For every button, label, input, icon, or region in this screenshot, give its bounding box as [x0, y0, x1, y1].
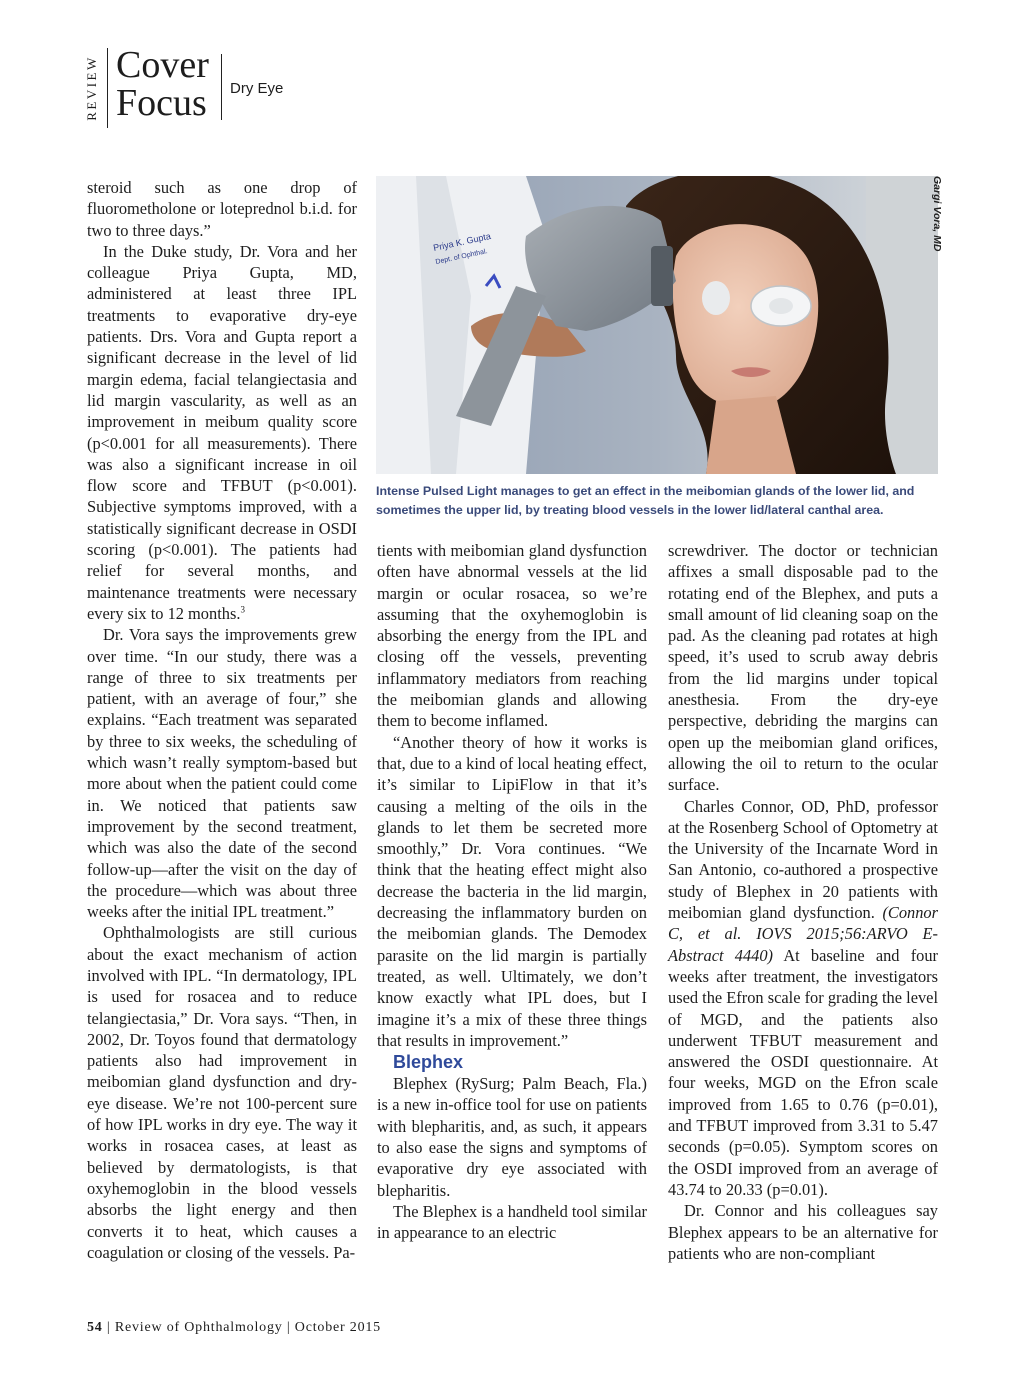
coat-embroidery-dept: Dept. of Ophthal. — [434, 248, 489, 266]
citation: (Connor C, et al. IOVS 2015;56:ARVO E-Abstract 4440) — [668, 903, 938, 965]
masthead-divider-2 — [221, 54, 222, 120]
photo-credit: Gargi Vora, MD — [931, 176, 943, 252]
paragraph: Ophthalmologists are still curious about the exact mechanism of action involved with IPL. “In dermatology, IPL is used for rosacea and to reduce telangiectasia,” Dr. Vora says. “Then, in 2002, Dr. Toyos found that dermatology patients also had improvement in meibomian gland dysfunction and dry-eye disease. We’re not 100-percent sure of how IPL works in dry eye. The way it works in rosacea cases, at least as believed by dermatologists, is that oxyhemoglobin in the blood vessels absorbs the light energy and then converts it to heat, which causes a coagulation or closing of the vessels. Pa- — [87, 923, 357, 1262]
paragraph: In the Duke study, Dr. Vora and her colleague Priya Gupta, MD, administered at least three IPL treatments to evaporative dry-eye patients. Drs. Vora and Gupta report a significant decrease in the level of lid margin edema, facial telangiectasia and lid margin vascularity, as well as an improvement in meibum quality score (p<0.001 for all measurements). There was also a significant increase in oil flow score and TFBUT (p<0.001). Subjective symptoms improved, with a statistically significant decrease in OSDI scoring (p<0.001). The patients had relief for several months, and maintenance treatments were necessary every six to 12 months.$^3$ — [87, 241, 357, 623]
paragraph: Blephex (RySurg; Palm Beach, Fla.) is a new in-office tool for use on patients with blepharitis, and, as such, it appears to also ease the signs and symptoms of evaporative dry eye associated with blepharitis. — [377, 1074, 647, 1200]
paragraph: Dr. Connor and his colleagues say Blephex appears to be an alternative for patients who are non-compliant — [668, 1201, 938, 1263]
ipl-treatment-photo — [376, 176, 938, 474]
photo-caption: Intense Pulsed Light manages to get an effect in the meibomian glands of the lower lid, and sometimes the upper lid, by treating blood vessels in the lower lid/lateral canthal area. — [376, 484, 915, 517]
section-label: Dry Eye — [230, 80, 284, 97]
review-vertical-label: REVIEW — [84, 55, 100, 121]
footer-separator: | — [106, 1320, 111, 1335]
column-2 — [377, 540, 647, 1244]
masthead-title-line1: Cover — [116, 44, 209, 86]
paragraph: Charles Connor, OD, PhD, professor at the Rosenberg School of Optometry at the University of the Incarnate Word in San Antonio, co-authored a prospective study of Blephex in 20 patients with meibomian gland dysfunction. (Connor C, et al. IOVS 2015;56:ARVO E-Abstract 4440) At baseline and four weeks after treatment, the investigators used the Efron scale for grading the level of MGD, and the patients also underwent TFBUT measurement and answered the OSDI questionnaire. At four weeks, MGD on the Efron scale improved from 1.65 to 0.76 (p=0.01), and TFBUT improved from 3.31 to 5.47 seconds (p=0.05). Symptom scores on the OSDI improved from an average of 43.74 to 20.33 (p=0.01). — [668, 796, 938, 1199]
publication-name: Review of Ophthalmology — [114, 1320, 283, 1335]
subhead-blephex: Blephex — [393, 1052, 464, 1073]
paragraph: tients with meibomian gland dysfunction often have abnormal vessels at the lid margin or ocular rosacea, so we’re assuming that the oxyhemoglobin is absorbing the energy from the IPL and closing off the vessels, preventing inflammatory mediators from reaching the meibomian glands and allowing them to become inflamed. — [377, 541, 647, 731]
footer-separator: | — [286, 1320, 291, 1335]
issue-date: October 2015 — [294, 1320, 381, 1335]
column-3 — [668, 540, 938, 1264]
paragraph: screwdriver. The doctor or technician affixes a small disposable pad to the rotating end of the Blephex, and puts a small amount of lid cleaning soap on the pad. As the cleaning pad rotates at high speed, it’s used to scrub away debris from the lid margins under topical anesthesia. From the dry-eye perspective, debriding the margins can open up the meibomian gland orifices, allowing the oil to return to the ocular surface. — [668, 541, 938, 795]
paragraph: Dr. Vora says the improvements grew over time. “In our study, there was a range of three to six treatments per patient, with an average of four,” she explains. “Each treatment was separated by three to six weeks, the scheduling of which wasn’t really symptom-based but more about when the patient could come in. We noticed that patients saw improvement by the second treatment, which was also the date of the second follow-up—after the visit on the day of the procedure—which was about three weeks after the initial IPL treatment.” — [87, 625, 357, 922]
paragraph: The Blephex is a handheld tool similar in appearance to an electric — [377, 1201, 647, 1243]
photo-illustration — [376, 176, 938, 474]
page-footer — [87, 1320, 381, 1336]
paragraph: steroid such as one drop of fluorometholone or loteprednol b.i.d. for two to three days.” — [87, 178, 357, 240]
masthead-divider — [107, 48, 108, 128]
masthead-title-line2: Focus — [116, 82, 207, 124]
reference-number: 3 — [240, 604, 245, 615]
masthead-title — [116, 46, 209, 122]
coat-embroidery-name: Priya K. Gupta — [432, 231, 492, 253]
page-number: 54 — [87, 1320, 103, 1335]
column-1 — [87, 177, 357, 1263]
paragraph: “Another theory of how it works is that, due to a kind of local heating effect, it’s similar to LipiFlow in that it’s causing a melting of the oils in the glands to let them be secreted more smoothly,” Dr. Vora continues. “We think that the heating effect might also decrease the bacteria in the lid margin, decreasing the inflammatory burden on the meibomian glands. The Demodex parasite on the lid margin is partially treated, as well. Ultimately, we don’t know exactly what IPL does, but I imagine it’s a mix of these three things that results in improvement.” — [377, 732, 647, 1050]
